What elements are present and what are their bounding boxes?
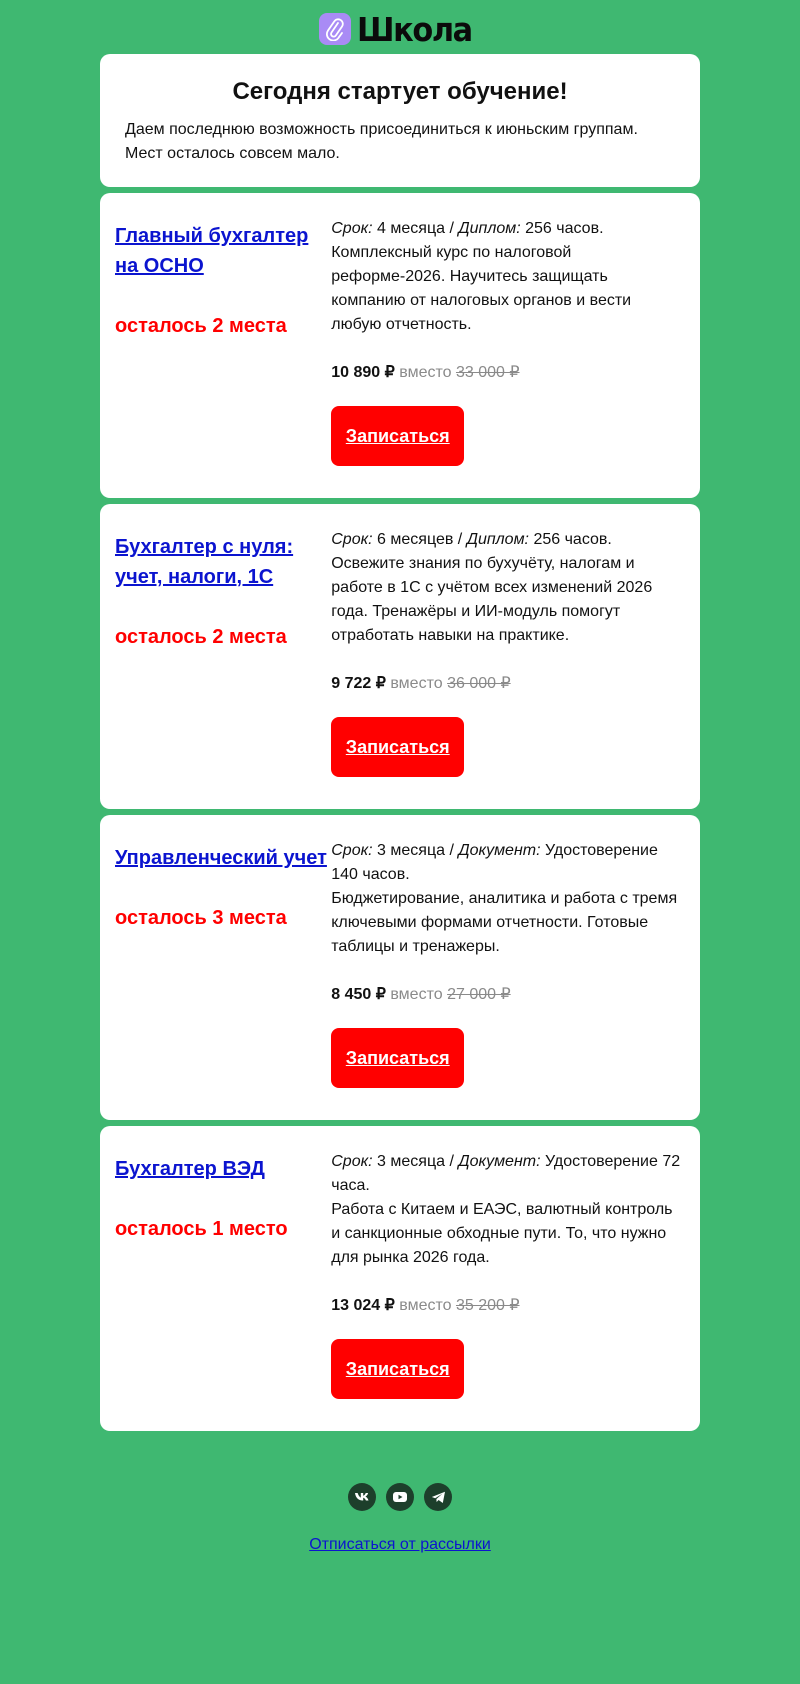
course-card: [100, 193, 700, 498]
seats-left: осталось 2 места: [115, 315, 287, 337]
old-price: 27 000 ₽: [447, 986, 511, 1003]
course-title-link[interactable]: Бухгалтер ВЭД: [115, 1158, 265, 1180]
doc-label: Документ:: [458, 842, 541, 859]
course-summary: Освежите знания по бухучёту, налогам и работе в 1С с учётом всех изменений 2026 года. Тренажёры и ИИ-модуль помогут отработать навыки на практике.: [331, 555, 653, 644]
vk-icon[interactable]: [348, 1483, 376, 1511]
instead-label: вместо: [390, 986, 443, 1003]
price-row: [331, 361, 685, 385]
course-title-link[interactable]: Главный бухгалтер на ОСНО: [115, 225, 309, 277]
course-title-link[interactable]: Управленческий учет: [115, 847, 327, 869]
term-value: 3 месяца: [377, 1153, 446, 1170]
instead-label: вместо: [399, 364, 452, 381]
course-description: Срок: 6 месяцев / Диплом: 256 часов. Освежите знания по бухучёту, налогам и работе в 1С с учётом всех изменений 2026 года. Тренажёры и ИИ-модуль помогут отработать навыки на практике.: [331, 531, 653, 644]
current-price: 13 024 ₽: [331, 1297, 395, 1314]
instead-label: вместо: [399, 1297, 452, 1314]
term-label: Срок:: [331, 220, 373, 237]
unsubscribe-link[interactable]: Отписаться от рассылки: [309, 1536, 491, 1553]
instead-label: вместо: [390, 675, 443, 692]
price-row: [331, 672, 685, 696]
telegram-icon[interactable]: [424, 1483, 452, 1511]
old-price: 33 000 ₽: [455, 364, 520, 381]
youtube-icon[interactable]: [386, 1483, 414, 1511]
course-card: [100, 815, 700, 1120]
course-card: [100, 1126, 700, 1431]
price-row: [331, 1294, 685, 1318]
course-summary: Бюджетирование, аналитика и работа с тремя ключевыми формами отчетности. Готовые таблицы и тренажеры.: [331, 890, 678, 955]
seats-left: осталось 2 места: [115, 626, 287, 648]
intro-title: Сегодня стартует обучение!: [232, 78, 568, 105]
seats-left: осталось 1 место: [115, 1218, 288, 1240]
course-summary: Работа с Китаем и ЕАЭС, валютный контроль и санкционные обходные пути. То, что нужно для рынка 2026 года.: [331, 1201, 673, 1266]
course-summary: Комплексный курс по налоговой реформе-2026. Научитесь защищать компанию от налоговых органов и вести любую отчетность.: [331, 244, 632, 333]
old-price: 35 200 ₽: [455, 1297, 520, 1314]
doc-value: Удостоверение 72 часа.: [331, 1153, 681, 1194]
current-price: 8 450 ₽: [331, 986, 386, 1003]
term-value: 6 месяцев: [377, 531, 454, 548]
course-title-link[interactable]: Бухгалтер с нуля: учет, налоги, 1С: [115, 536, 294, 588]
course-description: Срок: 3 месяца / Документ: Удостоверение 140 часов. Бюджетирование, аналитика и работа с тремя ключевыми формами отчетности. Готовые таблицы и тренажеры.: [331, 842, 678, 955]
doc-label: Диплом:: [466, 531, 529, 548]
social-links: [100, 1483, 700, 1511]
seats-left: осталось 3 места: [115, 907, 287, 929]
intro-card: [100, 54, 700, 187]
paperclip-icon: [319, 13, 351, 45]
term-label: Срок:: [331, 531, 373, 548]
brand-logo[interactable]: [0, 0, 800, 54]
enroll-button[interactable]: Записаться: [331, 406, 464, 466]
current-price: 10 890 ₽: [331, 364, 395, 381]
current-price: 9 722 ₽: [331, 675, 386, 692]
course-card: [100, 504, 700, 809]
doc-value: 256 часов.: [525, 220, 604, 237]
enroll-button[interactable]: Записаться: [331, 717, 464, 777]
course-description: Срок: 4 месяца / Диплом: 256 часов. Комплексный курс по налоговой реформе-2026. Научитесь защищать компанию от налоговых органов и вести любую отчетность.: [331, 220, 632, 333]
intro-text: Даем последнюю возможность присоединиться к июньским группам. Мест осталось совсем мало.: [125, 121, 638, 162]
term-label: Срок:: [331, 842, 373, 859]
doc-value: Удостоверение 140 часов.: [331, 842, 658, 883]
enroll-button[interactable]: Записаться: [331, 1028, 464, 1088]
term-label: Срок:: [331, 1153, 373, 1170]
price-row: [331, 983, 685, 1007]
term-value: 3 месяца: [377, 842, 446, 859]
old-price: 36 000 ₽: [447, 675, 511, 692]
doc-label: Документ:: [458, 1153, 541, 1170]
brand-name: Школа: [356, 9, 472, 49]
course-description: Срок: 3 месяца / Документ: Удостоверение 72 часа. Работа с Китаем и ЕАЭС, валютный контроль и санкционные обходные пути. То, что нужно для рынка 2026 года.: [331, 1153, 681, 1266]
term-value: 4 месяца: [377, 220, 446, 237]
doc-label: Диплом:: [458, 220, 521, 237]
enroll-button[interactable]: Записаться: [331, 1339, 464, 1399]
doc-value: 256 часов.: [533, 531, 612, 548]
